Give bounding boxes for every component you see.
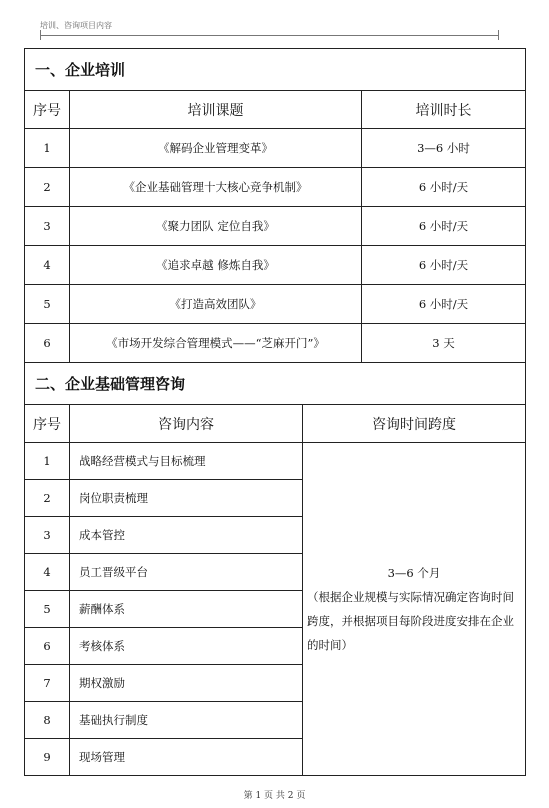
table-row (25, 324, 526, 363)
row-no: 7 (25, 665, 70, 702)
row-content: 考核体系 (70, 628, 303, 665)
row-no: 2 (25, 480, 70, 517)
row-content: 基础执行制度 (70, 702, 303, 739)
section1-title: 一、企业培训 (25, 49, 526, 91)
row-content: 战略经营模式与目标梳理 (70, 443, 303, 480)
row-no: 8 (25, 702, 70, 739)
row-content: 成本管控 (70, 517, 303, 554)
row-topic: 《市场开发综合管理模式——“芝麻开门”》 (70, 324, 362, 363)
row-duration: 3—6 小时 (362, 129, 526, 168)
row-topic: 《解码企业管理变革》 (70, 129, 362, 168)
span-value: 3—6 个月 (387, 566, 441, 580)
row-content: 薪酬体系 (70, 591, 303, 628)
table-row (25, 246, 526, 285)
row-no: 1 (25, 129, 70, 168)
table-row (25, 168, 526, 207)
col-header-content: 咨询内容 (70, 405, 303, 443)
col-header-duration: 培训时长 (362, 91, 526, 129)
row-no: 3 (25, 207, 70, 246)
row-no: 4 (25, 246, 70, 285)
col-header-span: 咨询时间跨度 (303, 405, 526, 443)
training-table (24, 48, 526, 363)
row-duration: 6 小时/天 (362, 207, 526, 246)
span-cell (303, 443, 526, 776)
row-no: 5 (25, 591, 70, 628)
row-topic: 《打造高效团队》 (70, 285, 362, 324)
row-no: 6 (25, 324, 70, 363)
row-content: 现场管理 (70, 739, 303, 776)
header-rule (40, 35, 498, 36)
header-rule-right-tick (498, 30, 499, 40)
row-no: 2 (25, 168, 70, 207)
span-note: （根据企业规模与实际情况确定咨询时间跨度，并根据项目每阶段进度安排在企业的时间） (307, 590, 514, 652)
row-topic: 《追求卓越 修炼自我》 (70, 246, 362, 285)
page-header-text: 培训、咨询项目内容 (40, 21, 112, 30)
row-content: 期权激励 (70, 665, 303, 702)
col-header-no: 序号 (25, 91, 70, 129)
row-duration: 6 小时/天 (362, 285, 526, 324)
row-content: 岗位职责梳理 (70, 480, 303, 517)
row-topic: 《聚力团队 定位自我》 (70, 207, 362, 246)
table-row (25, 207, 526, 246)
row-no: 9 (25, 739, 70, 776)
col-header-no: 序号 (25, 405, 70, 443)
row-no: 6 (25, 628, 70, 665)
row-no: 4 (25, 554, 70, 591)
table-row (25, 129, 526, 168)
consulting-table (24, 362, 526, 776)
row-topic: 《企业基础管理十大核心竞争机制》 (70, 168, 362, 207)
table-row (25, 443, 526, 480)
table-row (25, 285, 526, 324)
page-footer: 第 1 页 共 2 页 (243, 791, 306, 801)
row-duration: 3 天 (362, 324, 526, 363)
row-duration: 6 小时/天 (362, 246, 526, 285)
col-header-topic: 培训课题 (70, 91, 362, 129)
row-no: 1 (25, 443, 70, 480)
row-content: 员工晋级平台 (70, 554, 303, 591)
section2-title: 二、企业基础管理咨询 (25, 363, 526, 405)
row-duration: 6 小时/天 (362, 168, 526, 207)
row-no: 5 (25, 285, 70, 324)
row-no: 3 (25, 517, 70, 554)
